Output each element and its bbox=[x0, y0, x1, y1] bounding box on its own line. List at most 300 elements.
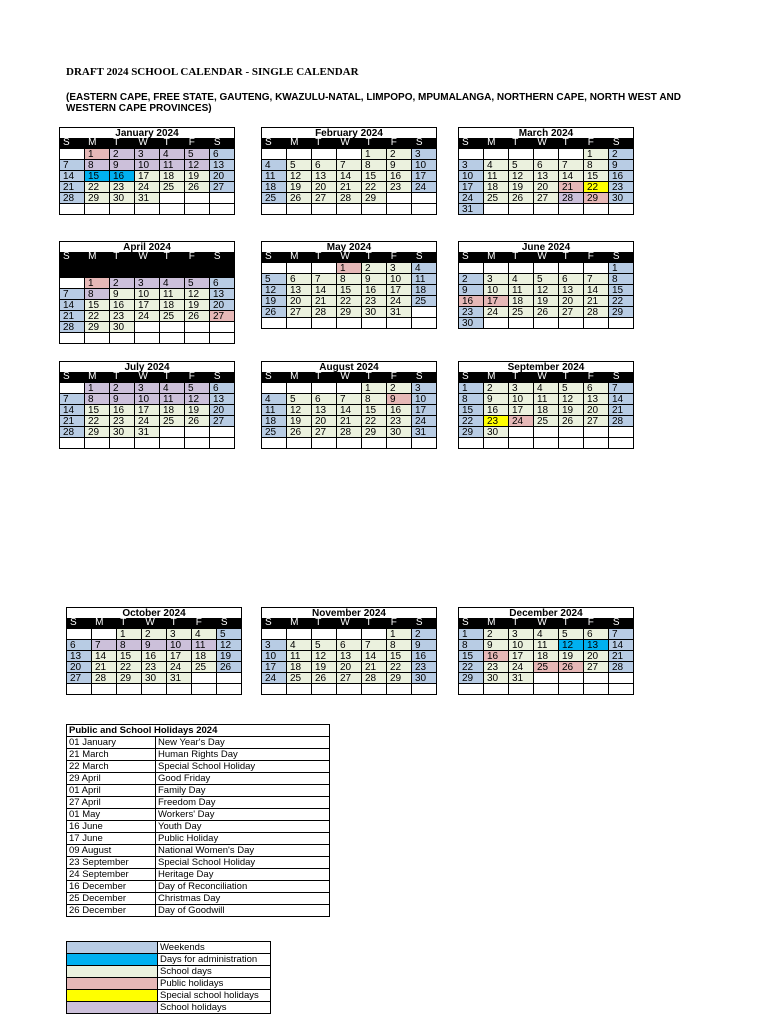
weekday-label: T bbox=[365, 251, 372, 262]
day-cell: 9 bbox=[362, 274, 387, 285]
day-cell: 11 bbox=[534, 640, 559, 651]
day-cell: 4 bbox=[534, 629, 559, 640]
day-cell: 23 bbox=[484, 416, 509, 427]
empty-cell bbox=[337, 438, 362, 449]
day-cell: 22 bbox=[459, 662, 484, 673]
day-cell: 28 bbox=[312, 307, 337, 318]
day-cell: 17 bbox=[135, 171, 160, 182]
legend-label: Weekends bbox=[158, 942, 271, 954]
holiday-name: Youth Day bbox=[156, 821, 330, 833]
weekday-label: S bbox=[415, 617, 423, 628]
day-cell: 18 bbox=[160, 405, 185, 416]
day-cell: 14 bbox=[584, 285, 609, 296]
holidays-table bbox=[66, 724, 330, 917]
weekday-label: F bbox=[390, 371, 397, 382]
day-cell: 30 bbox=[362, 307, 387, 318]
day-cell: 16 bbox=[110, 300, 135, 311]
day-cell: 26 bbox=[559, 416, 584, 427]
day-cell: 4 bbox=[262, 394, 287, 405]
month-title: August 2024 bbox=[261, 361, 437, 372]
empty-cell bbox=[509, 263, 534, 274]
weekday-label: M bbox=[88, 251, 97, 262]
day-cell: 7 bbox=[609, 383, 634, 394]
day-cell: 14 bbox=[60, 171, 85, 182]
day-cell: 24 bbox=[412, 182, 437, 193]
day-cell: 4 bbox=[509, 274, 534, 285]
empty-cell bbox=[509, 149, 534, 160]
day-cell: 17 bbox=[135, 405, 160, 416]
weekday-label: M bbox=[487, 371, 496, 382]
day-cell: 28 bbox=[362, 673, 387, 684]
day-cell: 10 bbox=[387, 274, 412, 285]
day-cell: 29 bbox=[609, 307, 634, 318]
day-cell: 12 bbox=[217, 640, 242, 651]
day-cell: 16 bbox=[387, 171, 412, 182]
weekday-label: M bbox=[487, 617, 496, 628]
month-title: April 2024 bbox=[59, 241, 235, 252]
weekday-header bbox=[261, 138, 437, 148]
empty-cell bbox=[60, 438, 85, 449]
day-cell: 1 bbox=[459, 383, 484, 394]
weekday-label: T bbox=[562, 617, 569, 628]
empty-cell bbox=[135, 204, 160, 215]
day-cell: 6 bbox=[559, 274, 584, 285]
day-cell: 18 bbox=[262, 416, 287, 427]
day-cell: 2 bbox=[484, 629, 509, 640]
day-cell: 3 bbox=[509, 629, 534, 640]
day-cell: 15 bbox=[362, 171, 387, 182]
day-cell: 29 bbox=[85, 322, 110, 333]
day-cell: 13 bbox=[584, 640, 609, 651]
legend-row bbox=[67, 966, 271, 978]
day-cell: 1 bbox=[584, 149, 609, 160]
empty-cell bbox=[387, 438, 412, 449]
day-cell: 23 bbox=[362, 296, 387, 307]
empty-cell bbox=[484, 263, 509, 274]
day-cell: 23 bbox=[142, 662, 167, 673]
day-cell: 25 bbox=[192, 662, 217, 673]
day-cell: 2 bbox=[609, 149, 634, 160]
day-cell: 26 bbox=[217, 662, 242, 673]
weekday-header bbox=[59, 252, 235, 262]
weekday-label: W bbox=[138, 371, 148, 382]
weekday-label: S bbox=[612, 371, 620, 382]
day-cell: 19 bbox=[287, 182, 312, 193]
day-cell: 5 bbox=[559, 629, 584, 640]
day-cell: 4 bbox=[160, 278, 185, 289]
legend-row bbox=[67, 942, 271, 954]
day-cell: 31 bbox=[412, 427, 437, 438]
holiday-name: Workers' Day bbox=[156, 809, 330, 821]
day-cell: 19 bbox=[559, 405, 584, 416]
legend-row bbox=[67, 954, 271, 966]
day-cell: 24 bbox=[262, 673, 287, 684]
day-cell: 12 bbox=[185, 394, 210, 405]
holiday-name: Christmas Day bbox=[156, 893, 330, 905]
day-cell: 2 bbox=[459, 274, 484, 285]
day-cell: 1 bbox=[459, 629, 484, 640]
holiday-row bbox=[67, 845, 330, 857]
day-cell: 27 bbox=[534, 193, 559, 204]
day-cell: 18 bbox=[262, 182, 287, 193]
day-cell: 3 bbox=[135, 149, 160, 160]
empty-cell bbox=[362, 684, 387, 695]
weekday-label: W bbox=[537, 371, 547, 382]
day-cell: 31 bbox=[135, 193, 160, 204]
empty-cell bbox=[584, 684, 609, 695]
day-cell: 1 bbox=[85, 383, 110, 394]
day-cell: 10 bbox=[484, 285, 509, 296]
day-cell: 25 bbox=[412, 296, 437, 307]
weekday-label: M bbox=[88, 371, 97, 382]
empty-cell bbox=[110, 333, 135, 344]
day-cell: 28 bbox=[60, 427, 85, 438]
weekday-label: T bbox=[512, 137, 519, 148]
day-cell: 17 bbox=[484, 296, 509, 307]
empty-cell bbox=[534, 438, 559, 449]
day-cell: 16 bbox=[459, 296, 484, 307]
empty-cell bbox=[312, 263, 337, 274]
empty-cell bbox=[534, 684, 559, 695]
month-title: October 2024 bbox=[66, 607, 242, 618]
empty-cell bbox=[459, 263, 484, 274]
day-cell: 23 bbox=[110, 416, 135, 427]
weekday-label: S bbox=[213, 137, 221, 148]
empty-cell bbox=[262, 318, 287, 329]
empty-cell bbox=[534, 427, 559, 438]
day-cell: 18 bbox=[412, 285, 437, 296]
day-cell: 13 bbox=[312, 405, 337, 416]
day-cell: 22 bbox=[459, 416, 484, 427]
empty-cell bbox=[312, 204, 337, 215]
day-cell: 3 bbox=[387, 263, 412, 274]
weekday-label: F bbox=[188, 251, 195, 262]
day-cell: 21 bbox=[337, 416, 362, 427]
day-cell: 4 bbox=[160, 383, 185, 394]
legend-swatch bbox=[67, 978, 158, 990]
day-cell: 5 bbox=[559, 383, 584, 394]
empty-cell bbox=[534, 673, 559, 684]
day-cell: 3 bbox=[135, 278, 160, 289]
day-cell: 17 bbox=[262, 662, 287, 673]
day-cell: 24 bbox=[135, 182, 160, 193]
day-cell: 11 bbox=[287, 651, 312, 662]
weekday-label: T bbox=[120, 617, 127, 628]
empty-cell bbox=[362, 204, 387, 215]
weekday-label: F bbox=[390, 617, 397, 628]
day-cell: 17 bbox=[459, 182, 484, 193]
day-cell: 19 bbox=[185, 171, 210, 182]
day-cell: 10 bbox=[509, 640, 534, 651]
empty-cell bbox=[337, 204, 362, 215]
empty-cell bbox=[412, 318, 437, 329]
weekday-label: S bbox=[213, 251, 221, 262]
day-cell: 23 bbox=[459, 307, 484, 318]
day-cell: 15 bbox=[387, 651, 412, 662]
day-cell: 20 bbox=[210, 405, 235, 416]
month-calendar bbox=[261, 127, 437, 215]
day-cell: 26 bbox=[559, 662, 584, 673]
weekday-label: T bbox=[562, 371, 569, 382]
day-cell: 20 bbox=[559, 296, 584, 307]
day-cell: 11 bbox=[509, 285, 534, 296]
month-calendar bbox=[261, 607, 437, 695]
day-cell: 31 bbox=[509, 673, 534, 684]
holiday-date: 01 January bbox=[67, 737, 156, 749]
legend-swatch bbox=[67, 1002, 158, 1014]
empty-cell bbox=[484, 204, 509, 215]
weekday-label: S bbox=[63, 371, 70, 382]
weekday-label: T bbox=[562, 251, 569, 262]
weekday-label: W bbox=[537, 617, 547, 628]
day-cell: 9 bbox=[110, 289, 135, 300]
day-cell: 19 bbox=[312, 662, 337, 673]
day-cell: 3 bbox=[484, 274, 509, 285]
empty-cell bbox=[60, 383, 85, 394]
weekday-label: T bbox=[365, 371, 372, 382]
month-calendar bbox=[261, 241, 437, 329]
day-cell: 8 bbox=[85, 289, 110, 300]
weekday-label: S bbox=[63, 251, 70, 262]
holiday-name: Special School Holiday bbox=[156, 857, 330, 869]
empty-cell bbox=[559, 684, 584, 695]
day-cell: 19 bbox=[217, 651, 242, 662]
day-cell: 5 bbox=[509, 160, 534, 171]
weekday-label: M bbox=[88, 137, 97, 148]
day-grid bbox=[59, 148, 235, 215]
day-cell: 6 bbox=[287, 274, 312, 285]
day-cell: 22 bbox=[387, 662, 412, 673]
day-cell: 7 bbox=[312, 274, 337, 285]
day-cell: 21 bbox=[362, 662, 387, 673]
empty-cell bbox=[262, 204, 287, 215]
empty-cell bbox=[60, 204, 85, 215]
weekday-label: T bbox=[113, 251, 120, 262]
day-cell: 12 bbox=[287, 171, 312, 182]
empty-cell bbox=[509, 427, 534, 438]
day-cell: 3 bbox=[262, 640, 287, 651]
holiday-name: Public Holiday bbox=[156, 833, 330, 845]
day-cell: 5 bbox=[262, 274, 287, 285]
empty-cell bbox=[262, 438, 287, 449]
weekday-label: M bbox=[487, 137, 496, 148]
holiday-name: National Women's Day bbox=[156, 845, 330, 857]
day-cell: 24 bbox=[167, 662, 192, 673]
day-cell: 25 bbox=[160, 416, 185, 427]
day-cell: 8 bbox=[609, 274, 634, 285]
holiday-name: Family Day bbox=[156, 785, 330, 797]
day-cell: 28 bbox=[609, 416, 634, 427]
weekday-label: T bbox=[365, 137, 372, 148]
day-cell: 25 bbox=[262, 193, 287, 204]
holiday-date: 26 December bbox=[67, 905, 156, 917]
day-cell: 1 bbox=[362, 383, 387, 394]
empty-cell bbox=[584, 438, 609, 449]
weekday-label: T bbox=[365, 617, 372, 628]
empty-cell bbox=[362, 318, 387, 329]
legend-label: Public holidays bbox=[158, 978, 271, 990]
holiday-row bbox=[67, 857, 330, 869]
empty-cell bbox=[287, 204, 312, 215]
empty-cell bbox=[609, 204, 634, 215]
day-cell: 23 bbox=[412, 662, 437, 673]
weekday-label: S bbox=[213, 371, 221, 382]
empty-cell bbox=[167, 684, 192, 695]
day-cell: 13 bbox=[210, 394, 235, 405]
day-cell: 18 bbox=[192, 651, 217, 662]
empty-cell bbox=[210, 438, 235, 449]
day-cell: 7 bbox=[92, 640, 117, 651]
day-cell: 25 bbox=[534, 416, 559, 427]
day-cell: 17 bbox=[135, 300, 160, 311]
empty-cell bbox=[185, 427, 210, 438]
day-cell: 11 bbox=[484, 171, 509, 182]
month-calendar bbox=[458, 607, 634, 695]
day-cell: 12 bbox=[262, 285, 287, 296]
empty-cell bbox=[509, 318, 534, 329]
day-cell: 4 bbox=[287, 640, 312, 651]
day-cell: 21 bbox=[60, 311, 85, 322]
day-cell: 16 bbox=[484, 405, 509, 416]
holiday-date: 29 April bbox=[67, 773, 156, 785]
day-cell: 22 bbox=[362, 182, 387, 193]
empty-cell bbox=[509, 204, 534, 215]
day-cell: 25 bbox=[509, 307, 534, 318]
day-cell: 7 bbox=[609, 629, 634, 640]
empty-cell bbox=[210, 204, 235, 215]
day-cell: 12 bbox=[534, 285, 559, 296]
weekday-header bbox=[261, 252, 437, 262]
day-cell: 29 bbox=[85, 193, 110, 204]
day-cell: 30 bbox=[110, 193, 135, 204]
day-cell: 19 bbox=[185, 300, 210, 311]
day-cell: 16 bbox=[142, 651, 167, 662]
day-cell: 27 bbox=[584, 662, 609, 673]
day-cell: 3 bbox=[135, 383, 160, 394]
day-cell: 23 bbox=[387, 416, 412, 427]
empty-cell bbox=[534, 204, 559, 215]
day-cell: 24 bbox=[509, 416, 534, 427]
empty-cell bbox=[534, 318, 559, 329]
day-cell: 29 bbox=[85, 427, 110, 438]
weekday-label: S bbox=[220, 617, 228, 628]
day-cell: 8 bbox=[362, 394, 387, 405]
holidays-table-header: Public and School Holidays 2024 bbox=[67, 725, 330, 737]
weekday-label: T bbox=[315, 371, 322, 382]
empty-cell bbox=[362, 438, 387, 449]
empty-cell bbox=[584, 318, 609, 329]
day-cell: 12 bbox=[509, 171, 534, 182]
day-cell: 16 bbox=[609, 171, 634, 182]
day-cell: 17 bbox=[387, 285, 412, 296]
day-cell: 27 bbox=[312, 427, 337, 438]
holiday-date: 21 March bbox=[67, 749, 156, 761]
empty-cell bbox=[312, 629, 337, 640]
day-cell: 8 bbox=[337, 274, 362, 285]
empty-cell bbox=[584, 204, 609, 215]
empty-cell bbox=[484, 684, 509, 695]
empty-cell bbox=[609, 673, 634, 684]
empty-cell bbox=[85, 333, 110, 344]
day-cell: 31 bbox=[459, 204, 484, 215]
day-cell: 1 bbox=[117, 629, 142, 640]
empty-cell bbox=[312, 318, 337, 329]
day-cell: 6 bbox=[312, 394, 337, 405]
day-cell: 10 bbox=[412, 160, 437, 171]
day-cell: 5 bbox=[185, 383, 210, 394]
empty-cell bbox=[135, 438, 160, 449]
holiday-row bbox=[67, 761, 330, 773]
empty-cell bbox=[459, 149, 484, 160]
day-cell: 7 bbox=[60, 394, 85, 405]
day-cell: 22 bbox=[85, 182, 110, 193]
day-cell: 30 bbox=[110, 322, 135, 333]
weekday-label: W bbox=[138, 137, 148, 148]
weekday-label: F bbox=[587, 251, 594, 262]
day-cell: 28 bbox=[92, 673, 117, 684]
empty-cell bbox=[609, 684, 634, 695]
legend-label: School holidays bbox=[158, 1002, 271, 1014]
day-cell: 28 bbox=[60, 193, 85, 204]
day-cell: 21 bbox=[92, 662, 117, 673]
holiday-row bbox=[67, 905, 330, 917]
weekday-label: M bbox=[290, 371, 299, 382]
empty-cell bbox=[60, 333, 85, 344]
day-cell: 6 bbox=[210, 149, 235, 160]
day-cell: 14 bbox=[60, 405, 85, 416]
empty-cell bbox=[312, 438, 337, 449]
weekday-label: M bbox=[487, 251, 496, 262]
day-grid bbox=[66, 628, 242, 695]
month-calendar bbox=[59, 127, 235, 215]
weekday-header bbox=[458, 252, 634, 262]
weekday-label: M bbox=[290, 137, 299, 148]
day-cell: 21 bbox=[60, 182, 85, 193]
empty-cell bbox=[559, 438, 584, 449]
empty-cell bbox=[584, 263, 609, 274]
day-cell: 12 bbox=[559, 394, 584, 405]
day-cell: 23 bbox=[387, 182, 412, 193]
holiday-date: 27 April bbox=[67, 797, 156, 809]
day-cell: 13 bbox=[67, 651, 92, 662]
day-cell: 25 bbox=[262, 427, 287, 438]
weekday-label: T bbox=[163, 137, 170, 148]
day-cell: 13 bbox=[584, 394, 609, 405]
day-cell: 2 bbox=[412, 629, 437, 640]
day-cell: 3 bbox=[412, 383, 437, 394]
day-cell: 30 bbox=[484, 427, 509, 438]
empty-cell bbox=[484, 318, 509, 329]
empty-cell bbox=[185, 333, 210, 344]
day-cell: 2 bbox=[362, 263, 387, 274]
legend-label: School days bbox=[158, 966, 271, 978]
weekday-label: T bbox=[163, 371, 170, 382]
day-cell: 18 bbox=[160, 171, 185, 182]
day-cell: 10 bbox=[167, 640, 192, 651]
day-cell: 15 bbox=[85, 405, 110, 416]
day-cell: 20 bbox=[287, 296, 312, 307]
weekday-header bbox=[59, 372, 235, 382]
day-cell: 15 bbox=[459, 651, 484, 662]
day-cell: 19 bbox=[534, 296, 559, 307]
day-cell: 20 bbox=[337, 662, 362, 673]
day-cell: 25 bbox=[534, 662, 559, 673]
day-cell: 24 bbox=[387, 296, 412, 307]
day-cell: 27 bbox=[559, 307, 584, 318]
empty-cell bbox=[262, 684, 287, 695]
day-cell: 26 bbox=[509, 193, 534, 204]
empty-cell bbox=[67, 684, 92, 695]
